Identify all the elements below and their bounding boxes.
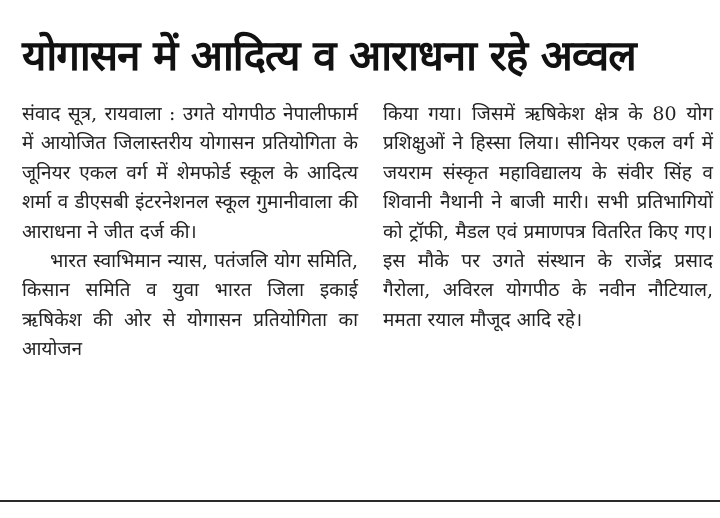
article-column-right <box>383 100 713 335</box>
article-headline: योगासन में आदित्य व आराधना रहे अव्वल <box>22 31 636 80</box>
article-paragraph-results: किया गया। जिसमें ऋषिकेश क्षेत्र के 80 योग प्रशिक्षुओं ने हिस्सा लिया। सीनियर एकल वर्ग में जयराम संस्कृत महाविद्यालय के संवीर सिंह व शिवानी नैथानी ने बाजी मारी। सभी प्रतिभागियों को ट्रॉफी, मैडल एवं प्रमाणपत्र वितरित किए गए। इस मौके पर उगते संस्थान के राजेंद्र प्रसाद गैरोला, अविरल योगपीठ के नवीन नौटियाल, ममता रयाल मौजूद आदि रहे। <box>383 103 713 331</box>
article-paragraph-organizers: भारत स्वाभिमान न्यास, पतंजलि योग समिति, किसान समिति व युवा भारत जिला इकाई ऋषिकेश की ओर से योगासन प्रतियोगिता का आयोजन <box>22 250 358 361</box>
article-paragraph-intro: संवाद सूत्र, रायवाला : उगते योगपीठ नेपालीफार्म में आयोजित जिलास्तरीय योगासन प्रतियोगिता के जूनियर एकल वर्ग में शेमफोर्ड स्कूल के आदित्य शर्मा व डीएसबी इंटरनेशनल स्कूल गुमानीवाला की आराधना ने जीत दर्ज की। <box>22 103 358 243</box>
article-column-left <box>22 100 358 365</box>
bottom-divider <box>0 500 720 502</box>
